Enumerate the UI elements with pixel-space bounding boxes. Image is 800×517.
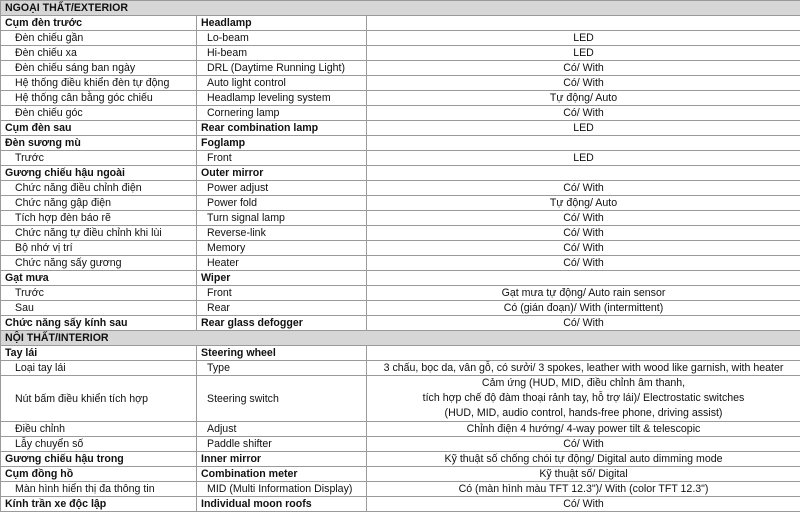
spec-value-line: Có/ With [563, 77, 604, 89]
spec-label-en: Outer mirror [197, 166, 367, 181]
spec-value-line: LED [573, 47, 594, 59]
spec-value [367, 241, 800, 256]
spec-value-line: Kỹ thuật số chống chói tự động/ Digital auto dimming mode [444, 453, 723, 465]
section-header-row [1, 1, 800, 16]
spec-label-vi: Sau [1, 301, 197, 316]
spec-value [367, 301, 800, 316]
spec-label-en: Adjust [197, 422, 367, 437]
spec-item-row [1, 211, 800, 226]
spec-item-row [1, 76, 800, 91]
spec-value [367, 61, 800, 76]
spec-value-line: Có/ With [563, 242, 604, 254]
spec-label-en: Combination meter [197, 467, 367, 482]
spec-label-vi: Lẫy chuyển số [1, 437, 197, 452]
spec-value [367, 346, 800, 361]
spec-label-vi: Chức năng gập điện [1, 196, 197, 211]
spec-value [367, 452, 800, 467]
spec-label-en: Cornering lamp [197, 106, 367, 121]
spec-label-vi: Đèn sương mù [1, 136, 197, 151]
spec-value [367, 376, 800, 422]
spec-value [367, 136, 800, 151]
spec-value [367, 166, 800, 181]
spec-label-vi: Gương chiếu hậu ngoài [1, 166, 197, 181]
spec-label-en: DRL (Daytime Running Light) [197, 61, 367, 76]
spec-label-vi: Chức năng điều chỉnh điện [1, 181, 197, 196]
spec-label-vi: Cụm đèn trước [1, 16, 197, 31]
spec-value [367, 497, 800, 512]
spec-value [367, 46, 800, 61]
spec-item-row [1, 422, 800, 437]
spec-group-row [1, 316, 800, 331]
spec-label-en: Reverse-link [197, 226, 367, 241]
spec-value-line: Có/ With [563, 62, 604, 74]
spec-value [367, 151, 800, 166]
spec-value-line: Cảm ứng (HUD, MID, điều chỉnh âm thanh, [481, 377, 686, 389]
spec-table-body [1, 1, 800, 512]
spec-item-row [1, 61, 800, 76]
spec-label-vi: Trước [1, 286, 197, 301]
spec-value-line: Có/ With [563, 317, 604, 329]
spec-value [367, 256, 800, 271]
spec-value-line: Có/ With [563, 182, 604, 194]
spec-value [367, 437, 800, 452]
spec-label-en: Wiper [197, 271, 367, 286]
spec-value [367, 316, 800, 331]
spec-label-en: Inner mirror [197, 452, 367, 467]
spec-label-vi: Màn hình hiển thị đa thông tin [1, 482, 197, 497]
spec-value-line: Có/ With [563, 438, 604, 450]
spec-label-en: Paddle shifter [197, 437, 367, 452]
spec-group-row [1, 136, 800, 151]
spec-value-line: Có (gián đoạn)/ With (intermittent) [503, 302, 664, 314]
section-title: NỘI THẤT/INTERIOR [1, 331, 800, 346]
spec-label-vi: Điều chỉnh [1, 422, 197, 437]
spec-label-en: Rear [197, 301, 367, 316]
spec-item-row [1, 181, 800, 196]
spec-value [367, 271, 800, 286]
spec-label-en: Foglamp [197, 136, 367, 151]
spec-value [367, 16, 800, 31]
spec-item-row [1, 46, 800, 61]
spec-label-vi: Hệ thống cân bằng góc chiếu [1, 91, 197, 106]
spec-label-en: Turn signal lamp [197, 211, 367, 226]
spec-value-line: Chỉnh điện 4 hướng/ 4-way power tilt & telescopic [466, 423, 701, 435]
spec-label-en: Front [197, 286, 367, 301]
spec-item-row [1, 196, 800, 211]
spec-label-en: Rear glass defogger [197, 316, 367, 331]
spec-label-vi: Loại tay lái [1, 361, 197, 376]
spec-value [367, 467, 800, 482]
spec-value-line: Có/ With [563, 107, 604, 119]
spec-label-en: Lo-beam [197, 31, 367, 46]
section-header-row [1, 331, 800, 346]
spec-label-vi: Chức năng sấy gương [1, 256, 197, 271]
spec-value-line: tích hợp chế độ đàm thoại rảnh tay, hỗ trợ lái)/ Electrostatic switches [422, 392, 745, 404]
spec-value-line: Kỹ thuật số/ Digital [539, 468, 628, 480]
spec-label-en: Auto light control [197, 76, 367, 91]
spec-label-en: Power fold [197, 196, 367, 211]
spec-item-row [1, 151, 800, 166]
spec-item-row [1, 301, 800, 316]
spec-value [367, 31, 800, 46]
spec-value [367, 482, 800, 497]
spec-label-en: Type [197, 361, 367, 376]
spec-label-vi: Gương chiếu hậu trong [1, 452, 197, 467]
spec-label-vi: Đèn chiếu gần [1, 31, 197, 46]
spec-value-line: LED [573, 152, 594, 164]
spec-value-line: LED [573, 122, 594, 134]
spec-label-en: Steering wheel [197, 346, 367, 361]
spec-label-vi: Tích hợp đèn báo rẽ [1, 211, 197, 226]
spec-value-line: (HUD, MID, audio control, hands-free phone, driving assist) [444, 407, 723, 419]
spec-value [367, 286, 800, 301]
spec-label-en: Steering switch [197, 376, 367, 422]
spec-value-line: Có/ With [563, 212, 604, 224]
spec-label-en: Headlamp leveling system [197, 91, 367, 106]
spec-group-row [1, 467, 800, 482]
spec-label-en: Power adjust [197, 181, 367, 196]
spec-item-row [1, 241, 800, 256]
section-title: NGOẠI THẤT/EXTERIOR [1, 1, 800, 16]
spec-value [367, 181, 800, 196]
spec-label-vi: Chức năng tự điều chỉnh khi lùi [1, 226, 197, 241]
spec-item-row [1, 482, 800, 497]
spec-value [367, 422, 800, 437]
spec-label-vi: Đèn chiếu xa [1, 46, 197, 61]
spec-value [367, 121, 800, 136]
spec-label-vi: Gạt mưa [1, 271, 197, 286]
spec-value-line: Tự động/ Auto [549, 92, 618, 104]
spec-label-en: Front [197, 151, 367, 166]
spec-label-vi: Nút bấm điều khiển tích hợp [1, 376, 197, 422]
spec-value [367, 361, 800, 376]
spec-value-line: Tự động/ Auto [549, 197, 618, 209]
spec-label-en: Memory [197, 241, 367, 256]
spec-value [367, 196, 800, 211]
spec-label-vi: Chức năng sấy kính sau [1, 316, 197, 331]
spec-group-row [1, 346, 800, 361]
spec-item-row [1, 91, 800, 106]
spec-item-row [1, 376, 800, 422]
spec-item-row [1, 256, 800, 271]
spec-item-row [1, 361, 800, 376]
spec-label-vi: Bộ nhớ vị trí [1, 241, 197, 256]
spec-group-row [1, 121, 800, 136]
spec-value [367, 76, 800, 91]
spec-value-line: Có/ With [563, 257, 604, 269]
spec-item-row [1, 286, 800, 301]
spec-label-vi: Kính trần xe độc lập [1, 497, 197, 512]
spec-value-line: Có/ With [563, 498, 604, 510]
spec-label-vi: Hệ thống điều khiển đèn tự động [1, 76, 197, 91]
spec-label-en: Individual moon roofs [197, 497, 367, 512]
spec-item-row [1, 226, 800, 241]
spec-item-row [1, 106, 800, 121]
spec-label-en: MID (Multi Information Display) [197, 482, 367, 497]
spec-value [367, 106, 800, 121]
spec-value-line: Gạt mưa tự động/ Auto rain sensor [501, 287, 666, 299]
spec-label-en: Rear combination lamp [197, 121, 367, 136]
spec-label-vi: Trước [1, 151, 197, 166]
spec-label-vi: Tay lái [1, 346, 197, 361]
spec-value-line: Có/ With [563, 227, 604, 239]
spec-label-vi: Đèn chiếu góc [1, 106, 197, 121]
spec-value [367, 226, 800, 241]
spec-group-row [1, 497, 800, 512]
spec-group-row [1, 452, 800, 467]
spec-item-row [1, 437, 800, 452]
spec-group-row [1, 166, 800, 181]
spec-value-line: LED [573, 32, 594, 44]
spec-label-vi: Đèn chiếu sáng ban ngày [1, 61, 197, 76]
spec-value [367, 91, 800, 106]
spec-item-row [1, 31, 800, 46]
spec-label-vi: Cụm đèn sau [1, 121, 197, 136]
spec-value-line: 3 chấu, bọc da, vân gỗ, có sưởi/ 3 spokes, leather with wood like garnish, with heater [383, 362, 784, 374]
spec-label-en: Heater [197, 256, 367, 271]
spec-label-vi: Cụm đồng hồ [1, 467, 197, 482]
spec-value-line: Có (màn hình màu TFT 12.3")/ With (color TFT 12.3") [458, 483, 709, 495]
spec-label-en: Hi-beam [197, 46, 367, 61]
spec-value [367, 211, 800, 226]
spec-label-en: Headlamp [197, 16, 367, 31]
spec-group-row [1, 16, 800, 31]
spec-group-row [1, 271, 800, 286]
